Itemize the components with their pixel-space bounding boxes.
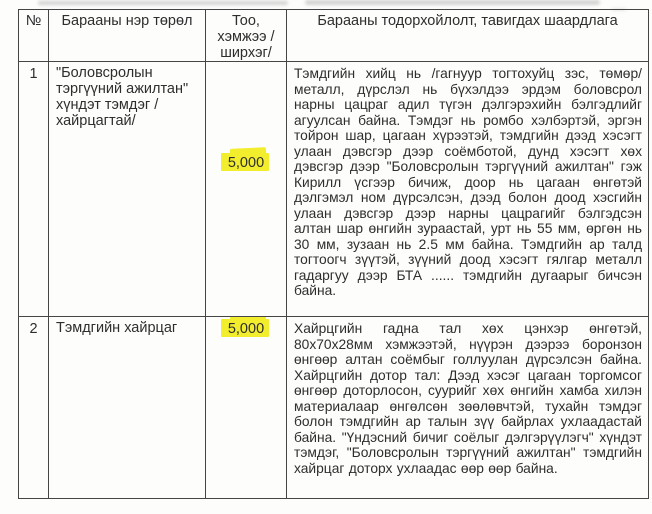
column-header-name: Барааны нэр төрөл — [49, 10, 206, 62]
column-header-description: Барааны тодорхойлолт, тавигдах шаардлага — [287, 10, 649, 62]
table-header-row — [19, 10, 649, 62]
row-description: Тэмдгийн хийц нь /гагнуур тогтохуйц зэс, төмөр/ металл, дүрслэл нь бүхэлдээ эрдэм боловсрол нарны цацраг адил түгэн дэлгэрэхийн бэлгэдлийг агуулсан байна. Тэмдэг нь ромбо хэлбэртэй, эргэн тойрон шар, цагаан хүрээтэй, тэмдгийн дээд хэсэгт улаан дэвсгэр дээр соёмботой, дунд хэсэгт хөх дэвсгэр дээр "Боловсролын тэргүүний ажилтан" гэж Кирилл үсгээр бичиж, доор нь цагаан өнгөтэй дэлгэмэл ном дүрсэлсэн, дээд болон доод хэсгийн улаан дэвсгэр дээр нарны цацрагийг бэлгэдсэн алтан шар өнгийн зураастай, урт нь 55 мм, өргөн нь 30 мм, зузаан нь 2.5 мм байна. Тэмдгийн ар талд тогтоогч зүүтэй, зүүний доод хэсэгт гялгар металл гадаргуу дээр БТА ...... тэмдгийн дугаарыг бичсэн байна. — [287, 62, 649, 317]
column-header-no: № — [19, 10, 49, 62]
column-header-quantity: Тоо, хэмжээ /ширхэг/ — [206, 10, 287, 62]
table-row — [19, 317, 649, 499]
row-description: Хайрцгийн гадна тал хөх цэнхэр өнгөтэй, 80х70х28мм хэмжээтэй, нүүрэн дээрээ боронзон өнгөөр алтан соёмбыг голлуулан дүрсэлсэн байна. Хайрцгийн дотор тал: Дээд хэсэг цагаан торгомсог өнгөөр доторлосон, суурийг хөх өнгийн хамба хилэн материалаар өнгөлсөн зөөлөвчтэй, тухайн тэмдэг болон тэмдгийн ар талын зүү байрлах ухлаадастай байна. "Үндэсний бичиг соёлыг дэлгэрүүлэгч" хүндэт тэмдэг, "Боловсролын тэргүүний ажилтан" тэмдгийн хайрцаг доторх ухлаадас өөр өөр байна. — [287, 317, 649, 499]
row-item-name: "Боловсролын тэргүүний ажилтан" хүндэт тэмдэг /хайрцагтай/ — [49, 62, 206, 317]
row-number: 2 — [19, 317, 49, 499]
row-quantity-cell — [206, 62, 287, 317]
goods-specification-table — [18, 9, 649, 499]
highlighted-quantity: 5,000 — [221, 319, 271, 338]
row-number: 1 — [19, 62, 49, 317]
row-quantity-cell — [206, 317, 287, 499]
row-item-name: Тэмдгийн хайрцаг — [49, 317, 206, 499]
scan-artifact — [305, 0, 600, 5]
table-row — [19, 62, 649, 317]
scan-artifact — [38, 1, 288, 5]
highlighted-quantity: 5,000 — [221, 153, 271, 172]
